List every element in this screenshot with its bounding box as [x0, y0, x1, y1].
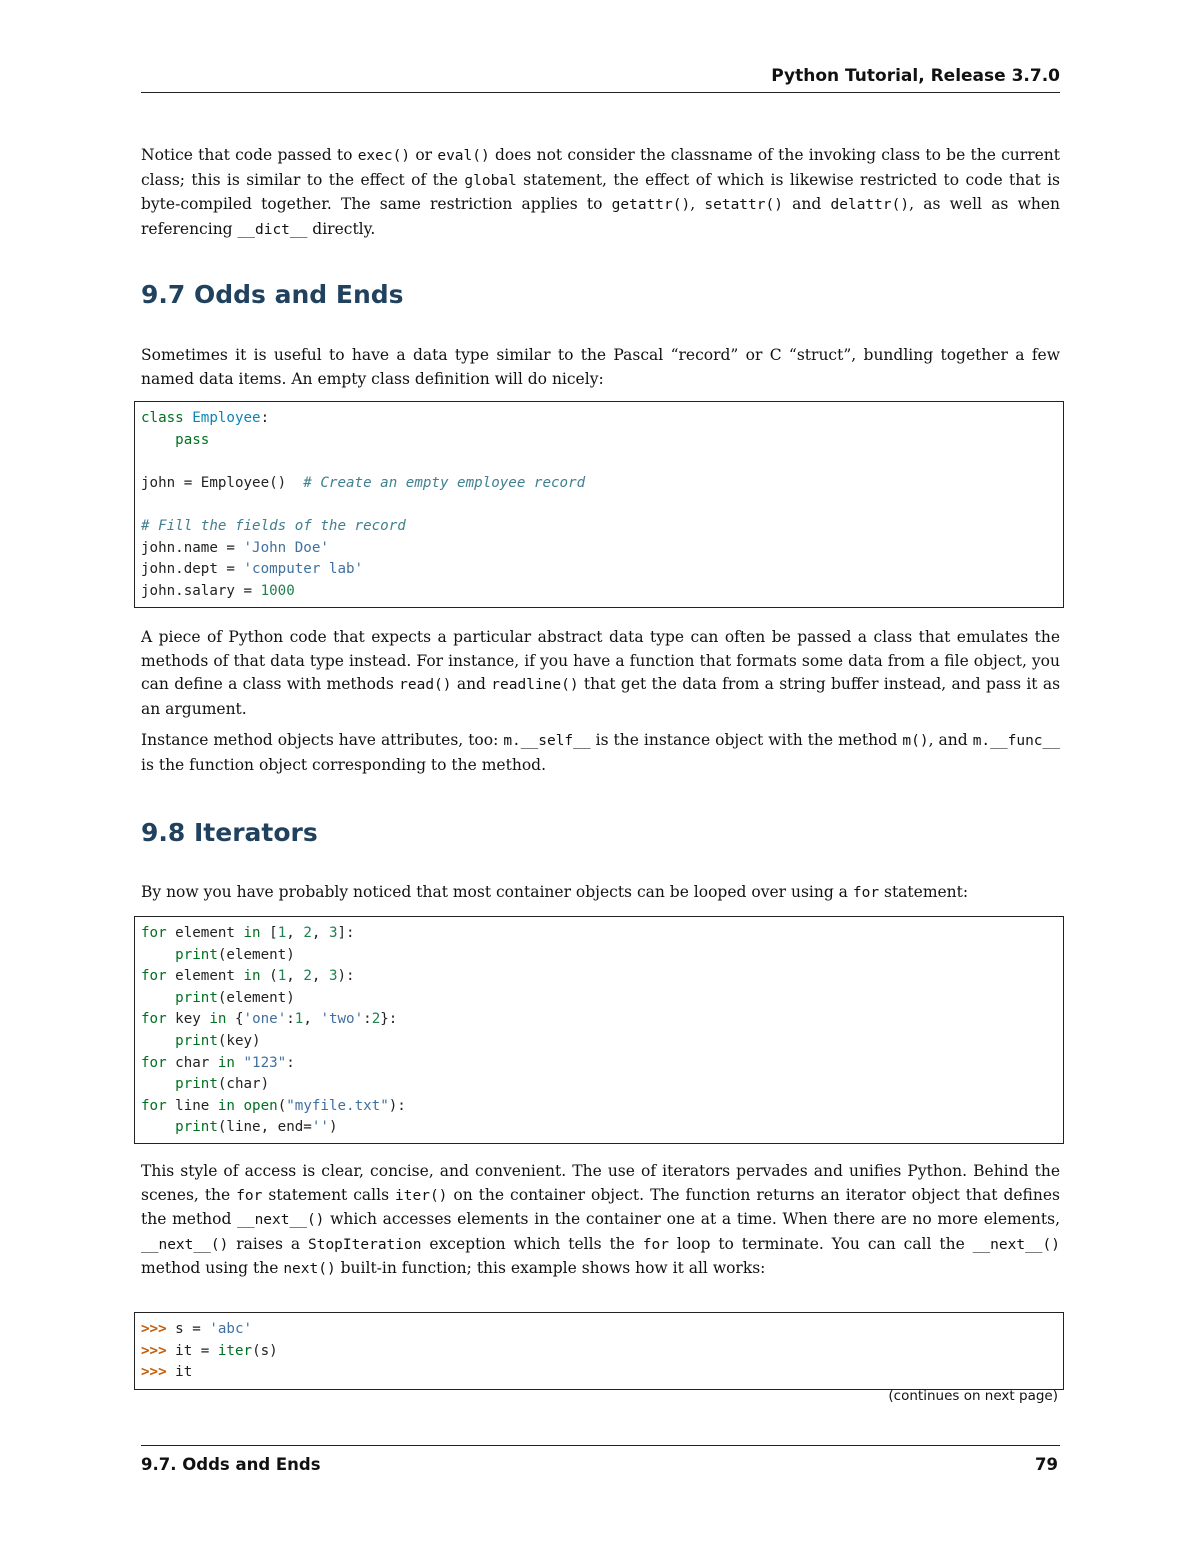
code-block-for-loops [134, 916, 1064, 1144]
text-run: , as well as when referencing [141, 195, 1061, 238]
code-builtin: print [175, 989, 218, 1006]
text-run: and [782, 195, 831, 213]
text-run: statement, the effect of which is likewise restricted to code that is byte-compiled together. The same restriction applies to [141, 170, 1060, 213]
inline-code: read() [399, 677, 452, 693]
text-run: , [690, 195, 705, 213]
code-block-iter-example [134, 1312, 1064, 1390]
code-keyword: in [243, 925, 261, 941]
code-string: 'one' [243, 1011, 287, 1028]
text-run: is the function object corresponding to the method. [141, 755, 546, 774]
text-run: A piece of Python code that expects a particular abstract data type can often be passed a class that emulates the methods of that data type instead. For instance, if you have a function that formats some data from a file object, you can define a class with methods [141, 628, 1060, 693]
inline-code: getattr() [611, 197, 691, 213]
footer-section-title: 9.7. Odds and Ends [141, 1455, 321, 1474]
code-string: "myfile.txt" [286, 1097, 389, 1114]
code-number: 2 [303, 968, 312, 985]
section-heading-odds-and-ends: 9.7 Odds and Ends [141, 280, 404, 309]
text-run: is the instance object with the method [590, 731, 903, 749]
code-prompt: >>> [141, 1342, 176, 1359]
inline-code: next() [283, 1261, 336, 1277]
code-keyword: for [141, 968, 167, 985]
code-block-employee [134, 401, 1064, 608]
code-string: "123" [243, 1054, 287, 1071]
text-run: loop to terminate. You can call the [668, 1234, 973, 1253]
inline-code: __next__() [141, 1236, 229, 1253]
code-listing: class Employee: pass john = Employee() # Create an empty employee record # Fill the fields of the record john.name = 'John Doe' john.dept = 'computer lab' john.salary = 1000 [141, 410, 586, 599]
code-keyword: for [141, 1011, 167, 1028]
code-string: 'John Doe' [243, 539, 329, 556]
odds-ends-paragraph-2 [141, 626, 1060, 721]
text-run: Notice that code passed to [141, 146, 358, 164]
code-keyword: class [141, 410, 184, 426]
inline-code: global [464, 172, 517, 189]
code-number: 1 [277, 925, 287, 941]
code-builtin: print [175, 1119, 218, 1136]
text-run: which accesses elements in the container one at a time. When there are no more elements, [324, 1210, 1061, 1228]
inline-code: setattr() [704, 197, 783, 213]
code-keyword: for [141, 925, 167, 941]
inline-code: m.__func__ [972, 733, 1060, 749]
inline-code: __next__() [972, 1236, 1060, 1253]
inline-code: StopIteration [307, 1236, 422, 1253]
code-number: 1 [294, 1011, 304, 1028]
odds-ends-paragraph-1: Sometimes it is useful to have a data type similar to the Pascal “record” or C “struct”, bundling together a few named data items. An empty class definition will do nicely: [141, 346, 1060, 388]
code-number: 3 [328, 925, 338, 941]
text-run: does not consider the classname of the invoking class to be the current class; this is similar to the effect of the [141, 146, 1060, 189]
text-run: statement: [879, 883, 969, 901]
text-run: raises a [228, 1234, 308, 1253]
text-run: or [410, 146, 438, 164]
odds-ends-paragraph-3 [141, 729, 1060, 777]
code-number: 2 [371, 1011, 381, 1028]
code-keyword: in [217, 1054, 235, 1071]
inline-code: m() [902, 733, 929, 749]
text-run: and [451, 675, 492, 693]
inline-code: __next__() [237, 1212, 325, 1228]
inline-code: exec() [357, 148, 411, 164]
code-prompt: >>> [141, 1321, 176, 1337]
code-listing: >>> s = 'abc' >>> it = iter(s) >>> it [141, 1321, 278, 1381]
code-keyword: in [209, 1011, 227, 1028]
code-classname: Employee [192, 410, 261, 426]
code-keyword: in [243, 968, 261, 985]
iterators-paragraph-1 [141, 881, 1060, 906]
code-string: 'computer lab' [243, 561, 364, 578]
code-number: 1 [277, 968, 287, 985]
intro-paragraph [141, 144, 1060, 242]
inline-code: for [236, 1187, 263, 1204]
section-heading-iterators: 9.8 Iterators [141, 818, 318, 847]
code-builtin: iter [217, 1342, 253, 1359]
continues-on-next-page: (continues on next page) [888, 1388, 1058, 1404]
inline-code: __dict__ [237, 221, 308, 238]
code-prompt: >>> [141, 1364, 176, 1381]
code-keyword: for [141, 1054, 167, 1071]
iterators-paragraph-2 [141, 1160, 1060, 1282]
text-run: that get the data from a string buffer instead, and pass it as an argument. [141, 675, 1061, 718]
inline-code: iter() [395, 1187, 448, 1204]
code-keyword: pass [175, 431, 210, 448]
inline-code: for [642, 1236, 669, 1253]
code-listing: for element in [1, 2, 3]: print(element) for element in (1, 2, 3): print(element) for key in {'one':1, 'two':2}: print(key) for char in "123": print(char) for line in open("myfile.txt"): print(line, end='') [141, 925, 406, 1136]
text-run: directly. [307, 219, 376, 238]
code-comment: # Fill the fields of the record [141, 517, 406, 534]
code-keyword: in [217, 1097, 235, 1114]
text-run: Instance method objects have attributes, too: [141, 731, 504, 749]
text-run: , and [928, 731, 973, 749]
code-string: 'two' [320, 1011, 364, 1028]
text-run: statement calls [262, 1185, 396, 1204]
code-builtin: open [243, 1097, 278, 1114]
inline-code: m.__self__ [503, 733, 591, 749]
code-comment: # Create an empty employee record [303, 474, 586, 491]
header-rule [141, 92, 1060, 93]
text-run: built-in function; this example shows how it all works: [335, 1259, 766, 1277]
text-run: This style of access is clear, concise, and convenient. The use of iterators pervades and unifies Python. Behind the scenes, the [141, 1162, 1060, 1204]
inline-code: readline() [491, 677, 579, 693]
code-number: 2 [303, 925, 312, 941]
text-run: on the container object. The function returns an iterator object that defines the method [141, 1185, 1060, 1228]
inline-code: for [852, 885, 880, 901]
page-number: 79 [1035, 1455, 1058, 1474]
code-number: 3 [328, 968, 338, 985]
code-number: 1000 [260, 582, 295, 599]
text-run: exception which tells the [421, 1234, 643, 1253]
inline-code: eval() [437, 148, 490, 164]
code-string: 'abc' [209, 1321, 253, 1337]
code-builtin: print [175, 1076, 218, 1093]
code-builtin: print [175, 1032, 218, 1049]
running-header-title: Python Tutorial, Release 3.7.0 [771, 66, 1060, 86]
code-string: '' [311, 1119, 329, 1136]
code-builtin: print [175, 946, 218, 963]
text-run: method using the [141, 1259, 284, 1277]
footer-rule [141, 1445, 1060, 1446]
code-keyword: for [141, 1097, 167, 1114]
text-run: By now you have probably noticed that most container objects can be looped over using a [141, 883, 853, 901]
inline-code: delattr() [830, 197, 910, 213]
